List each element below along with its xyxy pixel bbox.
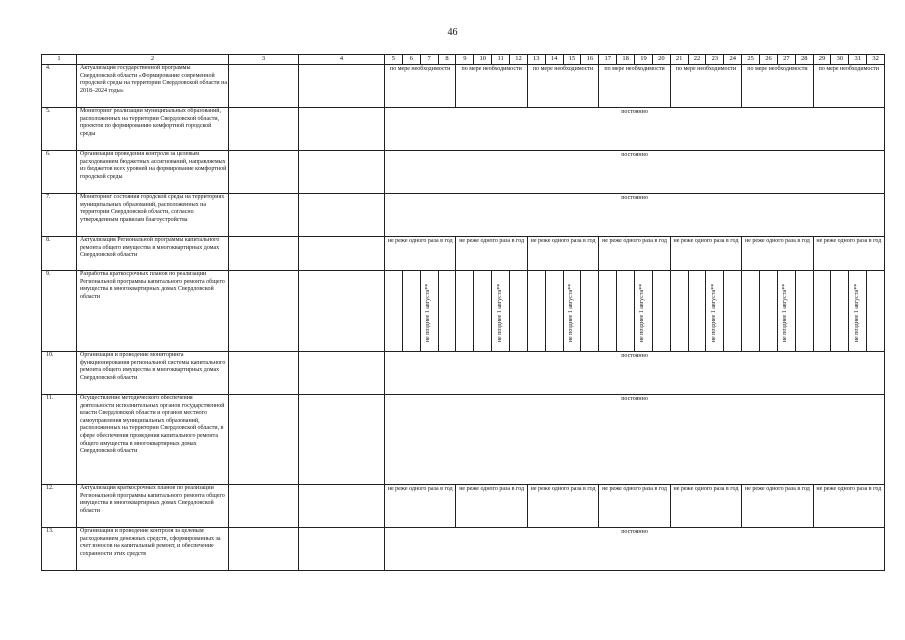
- header-cell: 13: [527, 55, 545, 65]
- header-cell: 11: [492, 55, 510, 65]
- month-cell: [742, 271, 760, 352]
- empty-cell: [229, 151, 299, 194]
- row-text: Актуализация Региональной программы капитального ремонта общего имущества в многоквартирных домах Свердловской области: [77, 237, 229, 271]
- quarter-period-cell: не реже одного раза в год: [670, 485, 741, 528]
- header-cell: 5: [385, 55, 403, 65]
- month-cell: [635, 271, 653, 352]
- period-cell: постоянно: [385, 395, 885, 485]
- quarter-period-cell: не реже одного раза в год: [527, 485, 598, 528]
- month-cell: [849, 271, 867, 352]
- deadline-label: не позднее 1 августа**: [711, 283, 718, 343]
- month-cell: [831, 271, 849, 352]
- empty-cell: [299, 352, 385, 395]
- period-cell: постоянно: [385, 528, 885, 571]
- header-cell: 21: [670, 55, 688, 65]
- row-text: Организация и проведение мониторинга функционирования региональной системы капитального ремонта общего имущества в многоквартирных домах Свердловской области: [77, 352, 229, 395]
- month-cell: [706, 271, 724, 352]
- quarter-period-cell: не реже одного раза в год: [742, 237, 813, 271]
- deadline-label: не позднее 1 августа**: [782, 283, 789, 343]
- row-number: 8.: [42, 237, 77, 271]
- quarter-period-cell: по мере необходимости: [813, 65, 884, 108]
- header-cell: 12: [510, 55, 528, 65]
- table-row: [42, 528, 885, 571]
- empty-cell: [299, 271, 385, 352]
- month-cell: [474, 271, 492, 352]
- row-number: 4.: [42, 65, 77, 108]
- header-cell: 30: [831, 55, 849, 65]
- row-text: Разработка краткосрочных планов по реализации Региональной программы капитального ремонта общего имущества в многоквартирных домах Свердловской области: [77, 271, 229, 352]
- month-cell: [795, 271, 813, 352]
- period-cell: постоянно: [385, 151, 885, 194]
- empty-cell: [229, 485, 299, 528]
- month-cell: [867, 271, 885, 352]
- quarter-period-cell: не реже одного раза в год: [527, 237, 598, 271]
- row-number: 13.: [42, 528, 77, 571]
- row-number: 6.: [42, 151, 77, 194]
- header-cell: 7: [420, 55, 438, 65]
- table-row: [42, 237, 885, 271]
- header-cell: 27: [777, 55, 795, 65]
- month-cell: [670, 271, 688, 352]
- month-cell: [510, 271, 528, 352]
- header-cell: 15: [563, 55, 581, 65]
- row-text: Актуализация краткосрочных планов по реализации Региональной программы капитального ремонта общего имущества в многоквартирных домах Свердловской области: [77, 485, 229, 528]
- empty-cell: [229, 395, 299, 485]
- row-text: Мониторинг состояния городской среды на территориях муниципальных образований, расположенных на территории Свердловской области, согласно утвержденным правилам благоустройства: [77, 194, 229, 237]
- table-row: [42, 395, 885, 485]
- empty-cell: [229, 108, 299, 151]
- header-cell: 22: [688, 55, 706, 65]
- month-cell: [385, 271, 403, 352]
- period-cell: постоянно: [385, 194, 885, 237]
- period-cell: постоянно: [385, 352, 885, 395]
- header-cell: 14: [545, 55, 563, 65]
- empty-cell: [229, 194, 299, 237]
- quarter-period-cell: не реже одного раза в год: [813, 485, 884, 528]
- month-cell: [492, 271, 510, 352]
- empty-cell: [299, 485, 385, 528]
- header-cell: 32: [867, 55, 885, 65]
- deadline-label: не позднее 1 августа**: [425, 283, 432, 343]
- row-number: 10.: [42, 352, 77, 395]
- quarter-period-cell: не реже одного раза в год: [456, 485, 527, 528]
- header-cell: 18: [617, 55, 635, 65]
- quarter-period-cell: не реже одного раза в год: [456, 237, 527, 271]
- header-cell: 26: [760, 55, 778, 65]
- row-text: Осуществление методического обеспечения деятельности исполнительных органов государственной власти Свердловской области и органов местного самоуправления муниципальных образований, расположенных на территории Свердловской области, в сфере обеспечения проведения капитального ремонта общего имущества в многоквартирных домах Свердловской области: [77, 395, 229, 485]
- header-cell: 6: [402, 55, 420, 65]
- header-cell: 1: [42, 55, 77, 65]
- quarter-period-cell: по мере необходимости: [456, 65, 527, 108]
- empty-cell: [299, 237, 385, 271]
- row-number: 9.: [42, 271, 77, 352]
- table-row: [42, 65, 885, 108]
- header-cell: 9: [456, 55, 474, 65]
- header-row: [42, 55, 885, 65]
- header-cell: 10: [474, 55, 492, 65]
- month-cell: [777, 271, 795, 352]
- table-row: [42, 151, 885, 194]
- row-text: Актуализация государственной программы Свердловской области «Формирование современной городской среды на территории Свердловской области на 2018–2024 годы»: [77, 65, 229, 108]
- empty-cell: [299, 194, 385, 237]
- table-row: [42, 352, 885, 395]
- empty-cell: [229, 271, 299, 352]
- month-cell: [456, 271, 474, 352]
- month-cell: [545, 271, 563, 352]
- header-cell: 19: [635, 55, 653, 65]
- quarter-period-cell: по мере необходимости: [385, 65, 456, 108]
- header-cell: 20: [652, 55, 670, 65]
- month-cell: [813, 271, 831, 352]
- table-row: [42, 485, 885, 528]
- month-cell: [438, 271, 456, 352]
- header-cell: 2: [77, 55, 229, 65]
- deadline-label: не позднее 1 августа**: [496, 283, 503, 343]
- quarter-period-cell: по мере необходимости: [742, 65, 813, 108]
- quarter-period-cell: не реже одного раза в год: [385, 485, 456, 528]
- header-cell: 16: [581, 55, 599, 65]
- row-number: 12.: [42, 485, 77, 528]
- empty-cell: [299, 395, 385, 485]
- header-cell: 23: [706, 55, 724, 65]
- quarter-period-cell: не реже одного раза в год: [670, 237, 741, 271]
- table-row: [42, 108, 885, 151]
- empty-cell: [229, 237, 299, 271]
- empty-cell: [299, 528, 385, 571]
- deadline-label: не позднее 1 августа**: [639, 283, 646, 343]
- quarter-period-cell: по мере необходимости: [670, 65, 741, 108]
- header-cell: 8: [438, 55, 456, 65]
- empty-cell: [229, 65, 299, 108]
- row-text: Мониторинг реализации муниципальных образований, расположенных на территории Свердловской области, проектов по формированию комфортной городской среды: [77, 108, 229, 151]
- row-text: Организация проведения контроля за целевым расходованием бюджетных ассигнований, направляемых из бюджетов всех уровней на формирование комфортной городской среды: [77, 151, 229, 194]
- header-cell: 25: [742, 55, 760, 65]
- header-cell: 4: [299, 55, 385, 65]
- empty-cell: [299, 151, 385, 194]
- empty-cell: [299, 65, 385, 108]
- quarter-period-cell: не реже одного раза в год: [599, 237, 670, 271]
- deadline-label: не позднее 1 августа**: [853, 283, 860, 343]
- month-cell: [527, 271, 545, 352]
- header-cell: 3: [229, 55, 299, 65]
- period-cell: постоянно: [385, 108, 885, 151]
- quarter-period-cell: по мере необходимости: [599, 65, 670, 108]
- deadline-label: не позднее 1 августа**: [568, 283, 575, 343]
- table-row: [42, 194, 885, 237]
- quarter-period-cell: не реже одного раза в год: [742, 485, 813, 528]
- row-text: Организация и проведение контроля за целевым расходованием денежных средств, сформированных за счет взносов на капитальный ремонт, и обеспечение сохранности этих средств: [77, 528, 229, 571]
- month-cell: [420, 271, 438, 352]
- month-cell: [617, 271, 635, 352]
- month-cell: [724, 271, 742, 352]
- month-cell: [581, 271, 599, 352]
- row-number: 11.: [42, 395, 77, 485]
- header-cell: 28: [795, 55, 813, 65]
- header-cell: 31: [849, 55, 867, 65]
- month-cell: [402, 271, 420, 352]
- header-cell: 17: [599, 55, 617, 65]
- empty-cell: [229, 352, 299, 395]
- page-number: 46: [447, 27, 458, 38]
- row-number: 5.: [42, 108, 77, 151]
- empty-cell: [229, 528, 299, 571]
- quarter-period-cell: не реже одного раза в год: [599, 485, 670, 528]
- header-cell: 24: [724, 55, 742, 65]
- month-cell: [760, 271, 778, 352]
- month-cell: [599, 271, 617, 352]
- month-cell: [652, 271, 670, 352]
- month-cell: [688, 271, 706, 352]
- empty-cell: [299, 108, 385, 151]
- table-row: [42, 271, 885, 352]
- header-cell: 29: [813, 55, 831, 65]
- plan-table: [41, 54, 885, 571]
- quarter-period-cell: не реже одного раза в год: [813, 237, 884, 271]
- quarter-period-cell: по мере необходимости: [527, 65, 598, 108]
- row-number: 7.: [42, 194, 77, 237]
- quarter-period-cell: не реже одного раза в год: [385, 237, 456, 271]
- month-cell: [563, 271, 581, 352]
